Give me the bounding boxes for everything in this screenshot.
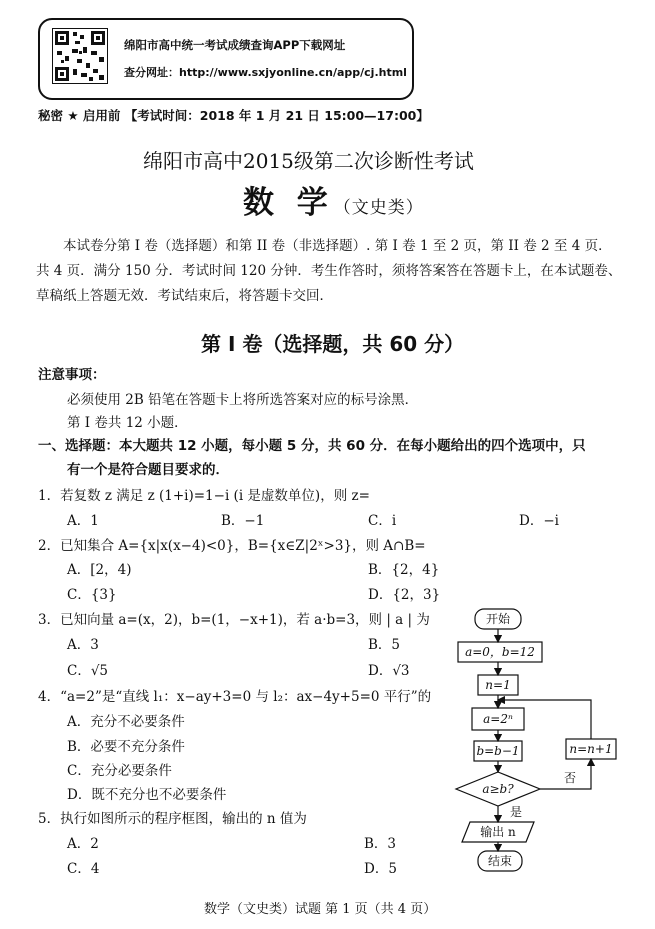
page-footer: 数学（文史类）试题 第 1 页（共 4 页） <box>204 902 437 917</box>
question-4-stem: 4．“a=2”是“直线 l₁：x−ay+3=0 与 l₂：ax−4y+5=0 平行”的 <box>38 689 432 705</box>
question-5-stem: 5．执行如图所示的程序框图，输出的 n 值为 <box>38 811 307 827</box>
flow-start-text: 开始 <box>485 612 511 626</box>
question-2-option-d: D．{2，3} <box>368 587 441 603</box>
question-5-option-b: B．3 <box>364 836 397 852</box>
part1-instruction-1: 一、选择题：本大题共 12 小题，每小题 5 分，共 60 分．在每小题给出的四个选项中，只 <box>38 438 586 454</box>
qr-code-icon <box>52 28 108 84</box>
question-4-option-b: B．必要不充分条件 <box>67 739 185 755</box>
question-1-option-c: C．i <box>368 513 397 529</box>
question-3-option-b: B．5 <box>368 637 401 653</box>
flow-init-text: a=0，b=12 <box>465 645 535 659</box>
question-4-option-d: D．既不充分也不必要条件 <box>67 787 227 803</box>
subject-title <box>243 177 424 222</box>
flow-n1-text: n=1 <box>485 678 511 692</box>
notice-heading: 注意事项： <box>38 367 106 383</box>
exam-title: 绵阳市高中2015级第二次诊断性考试 <box>143 149 474 173</box>
notice-line-2: 第 I 卷共 12 小题． <box>67 415 188 431</box>
banner-line-1: 绵阳市高中统一考试成绩查询APP下载网址 <box>124 38 346 52</box>
flow-end-text: 结束 <box>487 854 513 868</box>
question-5-option-d: D．5 <box>364 861 397 877</box>
flow-assign-a-text: a=2ⁿ <box>483 712 513 726</box>
banner-line-2: 查分网址：http://www.sxjyonline.cn/app/cj.html <box>124 66 407 79</box>
question-1-stem: 1．若复数 z 满足 z (1+i)=1−i (i 是虚数单位)，则 z= <box>38 488 370 504</box>
question-1-option-b: B．−1 <box>221 513 265 529</box>
flow-output-text: 输出 n <box>480 825 516 839</box>
question-3-option-a: A．3 <box>67 637 99 653</box>
flow-incr-text: n=n+1 <box>569 742 613 756</box>
question-5-option-a: A．2 <box>67 836 99 852</box>
flow-yes-label: 是 <box>510 805 523 819</box>
intro-paragraph: 本试卷分第 I 卷（选择题）和第 II 卷（非选择题）. 第 I 卷 1 至 2 页，第 II 卷 2 至 4 页．共 4 页．满分 150 分．考试时间 120 分钟．考生作答时，须将答案答在答题卡上，在本试题卷、草稿纸上答题无效．考试结束后，将答题卡交回． <box>36 238 622 304</box>
question-3-stem: 3．已知向量 a=(x，2)，b=(1，−x+1)，若 a·b=3，则 | a | 为 <box>38 612 430 628</box>
question-3-option-c: C．√5 <box>67 663 109 679</box>
question-2-option-c: C．{3} <box>67 587 117 603</box>
subject-note: （文史类） <box>333 198 424 218</box>
question-5-option-c: C．4 <box>67 861 100 877</box>
flow-cond-text: a≥b? <box>482 782 514 796</box>
question-1-option-a: A．1 <box>67 513 99 529</box>
question-4-option-c: C．充分必要条件 <box>67 763 172 779</box>
question-2-option-a: A．[2，4) <box>67 562 132 578</box>
flow-no-label: 否 <box>564 771 577 785</box>
program-flowchart <box>440 600 630 880</box>
section-title: 第 I 卷（选择题，共 60 分） <box>201 332 465 356</box>
question-4-option-a: A．充分不必要条件 <box>67 714 185 730</box>
part1-instruction-2: 有一个是符合题目要求的． <box>67 462 229 478</box>
notice-line-1: 必须使用 2B 铅笔在答题卡上将所选答案对应的标号涂黑． <box>67 392 419 408</box>
exam-header: 秘密 ★ 启用前 【考试时间：2018 年 1 月 21 日 15:00—17:00】 <box>38 108 429 123</box>
question-3-option-d: D．√3 <box>368 663 410 679</box>
question-2-option-b: B．{2，4} <box>368 562 440 578</box>
question-1-option-d: D．−i <box>519 513 559 529</box>
subject-name: 数 学 <box>243 185 334 221</box>
question-2-stem: 2．已知集合 A={x|x(x−4)<0}，B={x∈Z|2ˣ>3}，则 A∩B= <box>38 538 426 554</box>
flow-assign-b-text: b=b−1 <box>476 744 520 758</box>
